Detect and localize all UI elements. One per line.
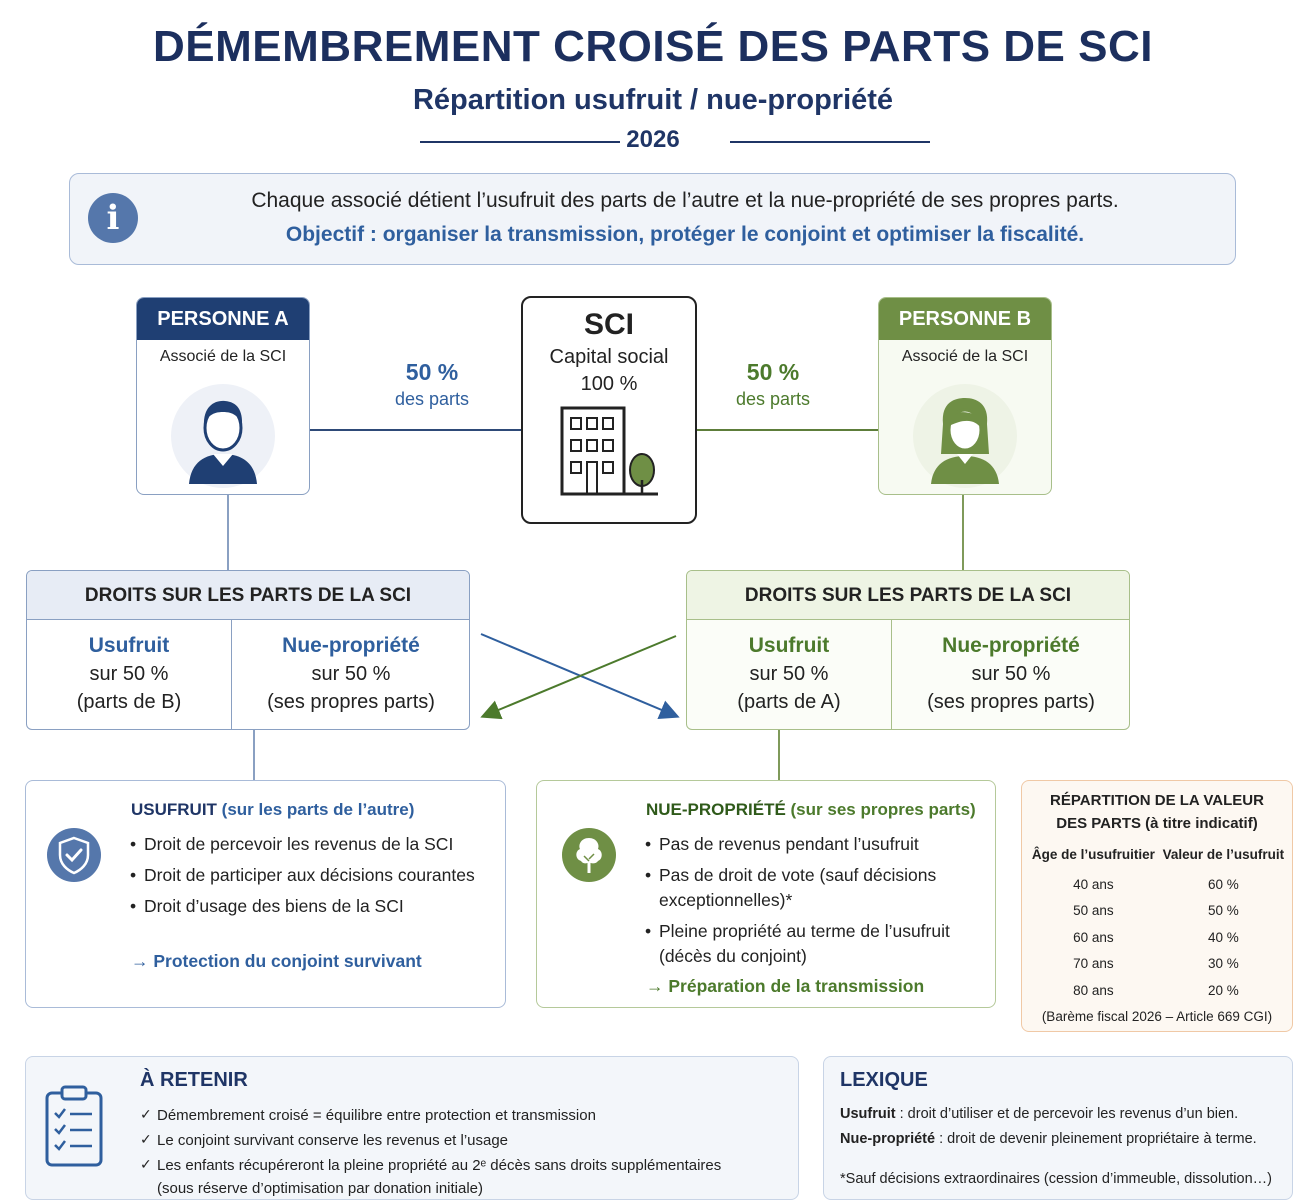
rights-b-nue-title: Nue-propriété [942, 634, 1080, 657]
page-title: DÉMEMBREMENT CROISÉ DES PARTS DE SCI [153, 22, 1153, 71]
lexique-usufruit: Usufruit : droit d’utiliser et de percevoir les revenus d’un bien. [840, 1106, 1239, 1122]
person-a-subtitle: Associé de la SCI [159, 348, 287, 365]
rights-b-usufruit [687, 620, 892, 730]
lexique-footnote: *Sauf décisions extraordinaires (cession d’immeuble, dissolution…) [840, 1171, 1272, 1187]
sci-capital-pct: 100 % [580, 373, 638, 395]
table-row: 50 ans 50 % [1073, 903, 1239, 919]
rights-a-usufruit [27, 620, 232, 730]
value-table [1028, 847, 1288, 1004]
list-item: ✓ Démembrement croisé = équilibre entre protection et transmission [140, 1103, 721, 1128]
list-item: ✓ Le conjoint survivant conserve les revenus et l’usage [140, 1128, 721, 1153]
value-repartition-box [1021, 780, 1293, 1032]
cross-arrow-a-to-b [481, 634, 676, 716]
retain-list [140, 1103, 721, 1199]
tree-icon [561, 827, 617, 888]
table-header-age: Âge de l’usufruitier [1031, 847, 1155, 862]
list-item: • Pas de droit de vote (sauf décisions exceptionnelles)* [645, 863, 975, 913]
retain-box [25, 1056, 799, 1200]
rights-b-usufruit-share: sur 50 % [749, 663, 829, 685]
woman-avatar-icon [913, 384, 1017, 488]
sci-box [521, 296, 697, 524]
table-row: 70 ans 30 % [1073, 956, 1239, 972]
list-item: • Pas de revenus pendant l’usufruit [645, 832, 975, 857]
rights-a-usufruit-share: sur 50 % [89, 663, 169, 685]
retain-title: À RETENIR [140, 1069, 248, 1091]
person-b-share-label: des parts [735, 389, 811, 409]
lexique-nue-propriete: Nue-propriété : droit de devenir pleinement propriétaire à terme. [840, 1131, 1257, 1147]
sci-capital-label: Capital social [549, 346, 669, 368]
table-header-value: Valeur de l’usufruit [1162, 847, 1285, 862]
person-b-card [878, 297, 1052, 495]
list-item: ✓ Les enfants récupéreront la pleine propriété au 2ᵉ décès sans droits supplémentaires [140, 1153, 721, 1178]
rights-b-usufruit-detail: (parts de A) [737, 691, 841, 713]
person-b-subtitle: Associé de la SCI [901, 348, 1029, 365]
clipboard-checklist-icon [44, 1085, 104, 1174]
info-text-objective: Objectif : organiser la transmission, protéger le conjoint et optimiser la fiscalité. [285, 223, 1085, 246]
lexique-title: LEXIQUE [840, 1069, 928, 1091]
rights-a-box [26, 570, 470, 730]
rights-a-usufruit-title: Usufruit [88, 634, 170, 657]
person-a-card [136, 297, 310, 495]
nue-propriete-detail-box [536, 780, 996, 1008]
person-a-share-label: des parts [394, 389, 470, 409]
lexique-box [823, 1056, 1293, 1200]
rights-b-nue-detail: (ses propres parts) [927, 691, 1095, 713]
list-item: • Droit d’usage des biens de la SCI [130, 894, 500, 919]
usufruit-heading: USUFRUIT (sur les parts de l’autre) [131, 800, 415, 819]
info-icon: i [88, 193, 138, 243]
usufruit-detail-box [25, 780, 506, 1008]
year-label: 2026 [626, 126, 680, 153]
rights-a-nue [233, 620, 469, 730]
list-item: • Pleine propriété au terme de l’usufruit (décès du conjoint) [645, 919, 975, 969]
table-row: 60 ans 40 % [1073, 929, 1239, 945]
rights-b-nue-share: sur 50 % [971, 663, 1051, 685]
building-icon [554, 404, 664, 500]
nue-propriete-conclusion: → Préparation de la transmission [646, 976, 925, 996]
page-subtitle: Répartition usufruit / nue-propriété [412, 84, 894, 116]
nue-propriete-heading: NUE-PROPRIÉTÉ (sur ses propres parts) [646, 800, 976, 819]
rights-b-box [686, 570, 1130, 730]
usufruit-rights-list [130, 832, 500, 919]
usufruit-conclusion: → Protection du conjoint survivant [131, 951, 422, 971]
person-b-share-pct: 50 % [746, 359, 800, 385]
info-text-line1: Chaque associé détient l’usufruit des parts de l’autre et la nue-propriété de ses propres parts. [251, 189, 1119, 212]
rights-a-nue-detail: (ses propres parts) [267, 691, 435, 713]
man-avatar-icon [171, 384, 275, 488]
value-table-title: RÉPARTITION DE LA VALEUR DES PARTS (à titre indicatif) [1050, 792, 1264, 832]
person-b-title: PERSONNE B [879, 298, 1051, 340]
sci-title: SCI [583, 308, 634, 341]
table-row: 80 ans 20 % [1073, 982, 1239, 998]
nue-propriete-list [645, 832, 975, 969]
rights-a-title: DROITS SUR LES PARTS DE LA SCI [27, 571, 469, 620]
value-table-note: (Barème fiscal 2026 – Article 669 CGI) [1041, 1009, 1273, 1024]
rights-a-usufruit-detail: (parts de B) [76, 691, 182, 713]
rights-b-title: DROITS SUR LES PARTS DE LA SCI [687, 571, 1129, 620]
rights-b-usufruit-title: Usufruit [748, 634, 830, 657]
list-item-continuation: (sous réserve d’optimisation par donation initiale) [157, 1180, 484, 1197]
shield-icon [46, 827, 102, 888]
person-a-title: PERSONNE A [137, 298, 309, 340]
rights-a-nue-share: sur 50 % [311, 663, 391, 685]
rights-b-nue [893, 620, 1129, 730]
list-item: • Droit de percevoir les revenus de la SCI [130, 832, 500, 857]
table-row: 40 ans 60 % [1073, 876, 1239, 892]
rights-a-nue-title: Nue-propriété [282, 634, 420, 657]
person-a-share-pct: 50 % [405, 359, 459, 385]
list-item: • Droit de participer aux décisions courantes [130, 863, 500, 888]
